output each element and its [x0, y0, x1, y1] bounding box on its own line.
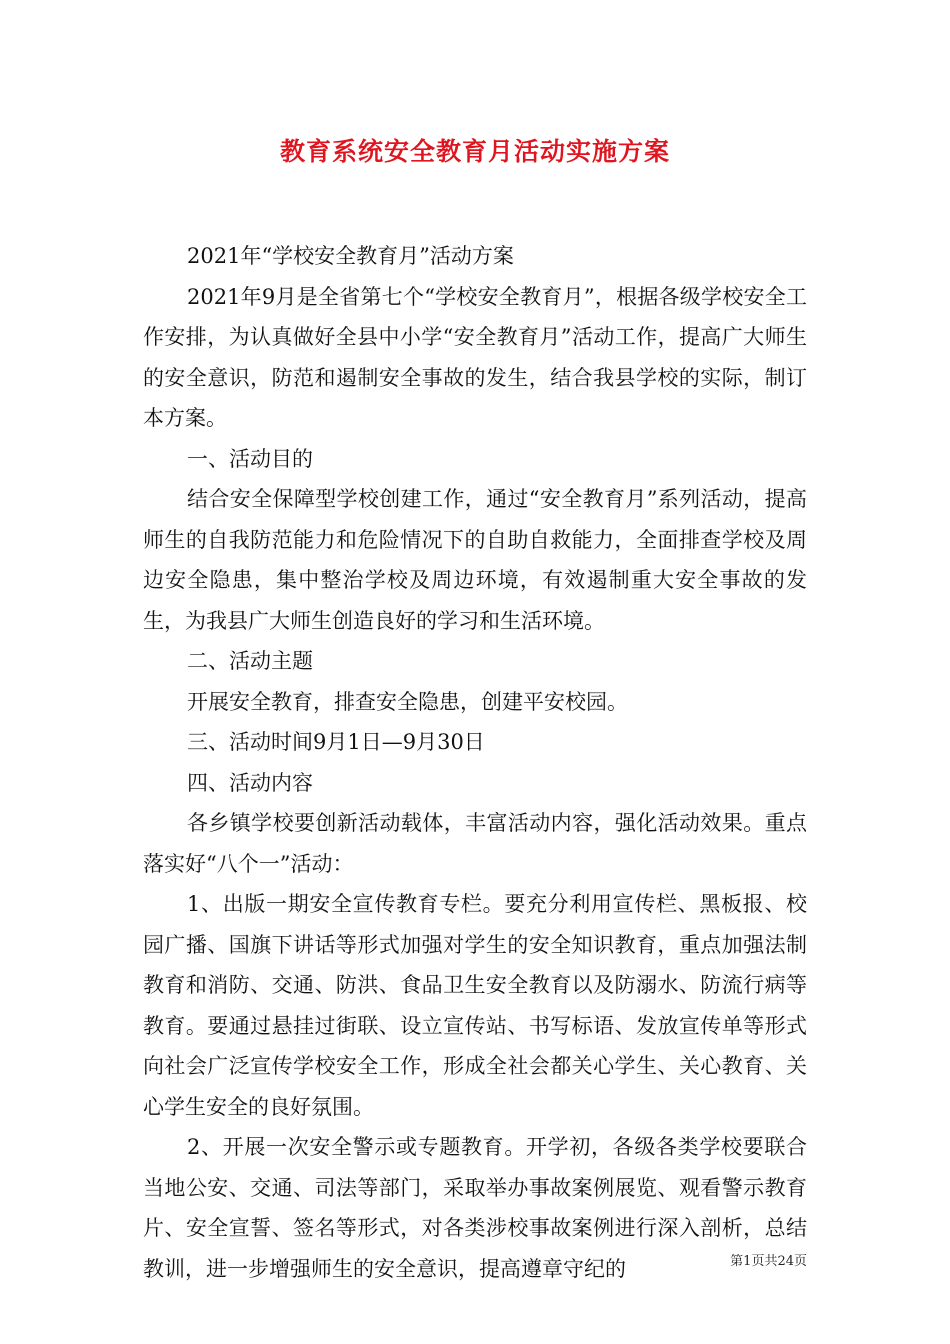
section-heading-goal: 一、活动目的 [187, 446, 313, 471]
paragraph-goal: 结合安全保障型学校创建工作，通过“安全教育月”系列活动，提高师生的自我防范能力和危险情况下的自助自救能力，全面排查学校及周边安全隐患，集中整治学校及周边环境，有效遏制重大安全事故的发生，为我县广大师生创造良好的学习和生活环境。 [143, 487, 807, 633]
paragraph-item-1: 1、出版一期安全宣传教育专栏。要充分利用宣传栏、黑板报、校园广播、国旗下讲话等形式加强对学生的安全知识教育，重点加强法制教育和消防、交通、防洪、食品卫生安全教育以及防溺水、防流行病等教育。要通过悬挂过街联、设立宣传站、书写标语、发放宣传单等形式向社会广泛宣传学校安全工作，形成全社会都关心学生、关心教育、关心学生安全的良好氛围。 [143, 892, 807, 1119]
document-title: 教育系统安全教育月活动实施方案 [279, 137, 670, 166]
document-body [143, 236, 807, 1289]
section-heading-theme: 二、活动主题 [187, 649, 313, 673]
paragraph-item-2: 2、开展一次安全警示或专题教育。开学初，各级各类学校要联合当地公安、交通、司法等部门，采取举办事故案例展览、观看警示教育片、安全宣誓、签名等形式，对各类涉校事故案例进行深入剖析，总结教训，进一步增强师生的安全意识，提高遵章守纪的 [143, 1135, 807, 1281]
page-footer: 第1页共24页 [730, 1254, 807, 1269]
paragraph-content-intro: 各乡镇学校要创新活动载体，丰富活动内容，强化活动效果。重点落实好“八个一”活动： [143, 811, 807, 876]
paragraph-intro: 2021年9月是全省第七个“学校安全教育月”，根据各级学校安全工作安排，为认真做好全县中小学“安全教育月”活动工作，提高广大师生的安全意识，防范和遏制安全事故的发生，结合我县学校的实际，制订本方案。 [143, 284, 807, 430]
section-heading-time: 三、活动时间9月1日—9月30日 [187, 730, 485, 754]
paragraph-heading: 2021年“学校安全教育月”活动方案 [187, 244, 514, 268]
paragraph-theme: 开展安全教育，排查安全隐患，创建平安校园。 [187, 689, 628, 714]
section-heading-content: 四、活动内容 [187, 770, 313, 795]
